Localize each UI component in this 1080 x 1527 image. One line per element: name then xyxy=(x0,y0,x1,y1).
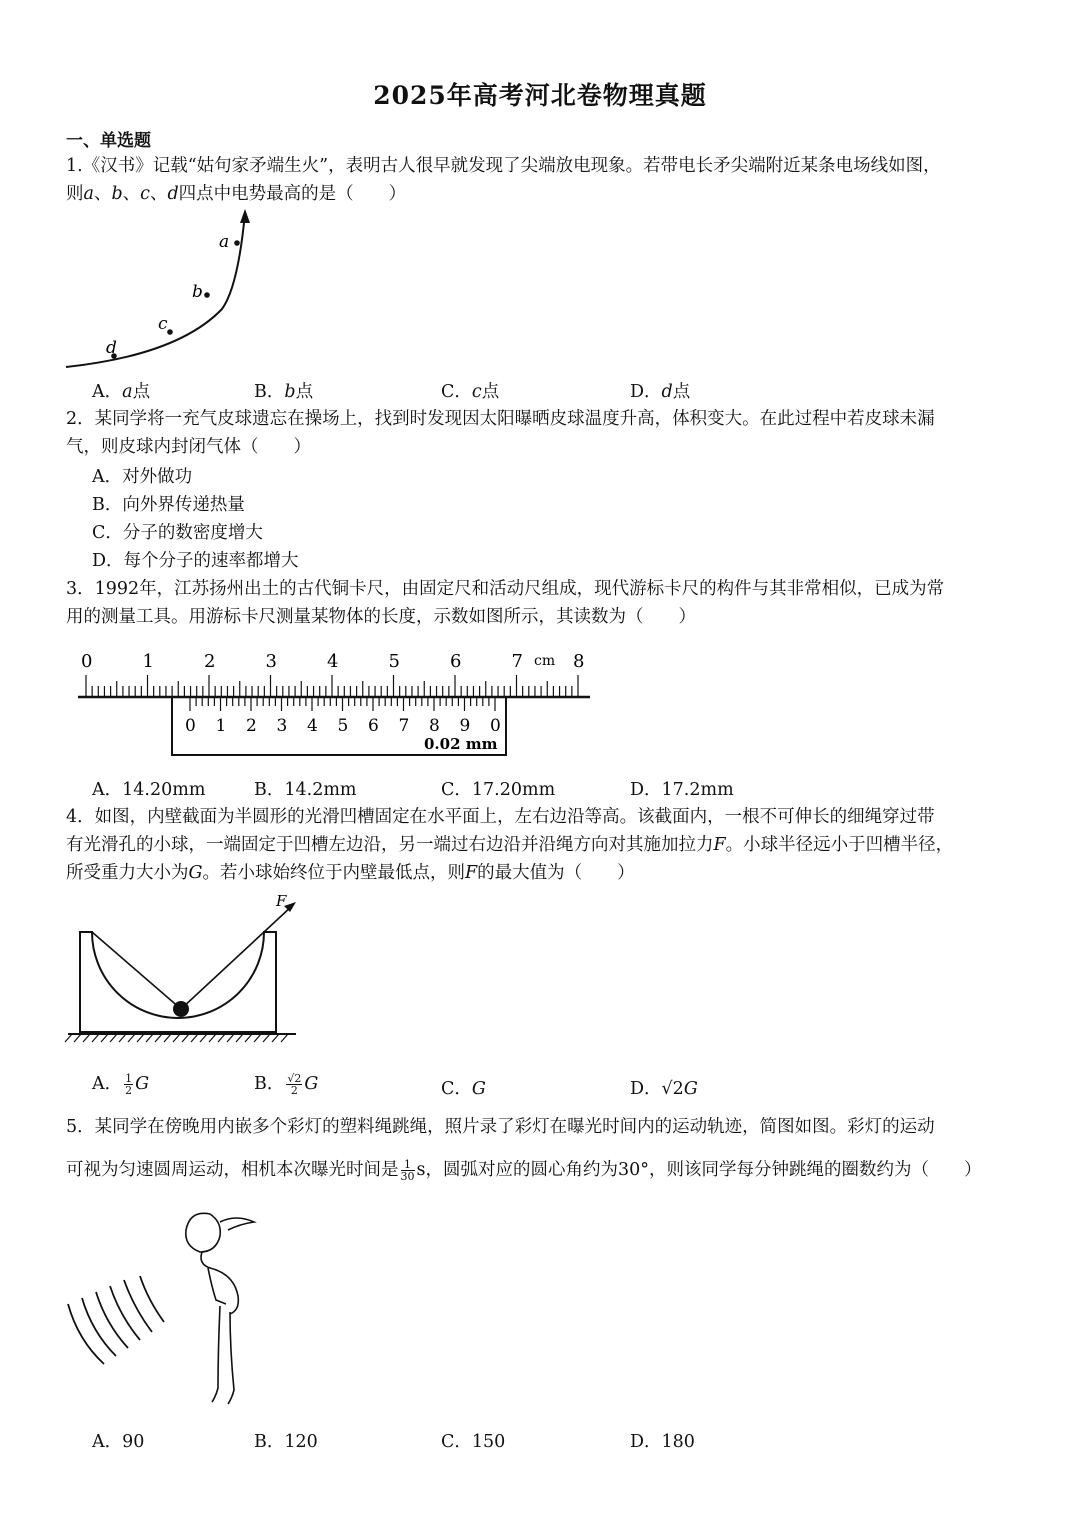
ball xyxy=(173,1001,189,1017)
label-a: a xyxy=(219,232,230,252)
q1-var-a: a xyxy=(83,184,94,204)
q2-line1: 2．某同学将一充气皮球遗忘在操场上，找到时发现因太阳曝晒皮球温度升高，体积变大。在此过程中若皮球未漏 xyxy=(66,409,935,429)
q1-line2-prefix: 则 xyxy=(66,184,84,204)
point-a-dot xyxy=(234,240,240,246)
fraction xyxy=(401,1159,415,1182)
option-letter: C． xyxy=(92,523,123,543)
option-text: 分子的数密度增大 xyxy=(122,523,263,543)
option-root: √2 xyxy=(661,1079,684,1099)
option-text: 120 xyxy=(284,1432,318,1452)
q5-line2 xyxy=(66,1156,982,1184)
ground-hatching xyxy=(65,1034,288,1042)
hatch-line xyxy=(182,1034,189,1042)
hatch-line xyxy=(119,1034,126,1042)
denominator: 2 xyxy=(290,1084,298,1097)
q5-line1: 5．某同学在傍晚用内嵌多个彩灯的塑料绳跳绳，照片录了彩灯在曝光时间内的运动轨迹，简图如图。彩灯的运动 xyxy=(66,1117,935,1137)
option-text: 点 xyxy=(672,382,691,402)
girl-leg-left xyxy=(212,1306,220,1402)
q1-line2-suffix: 四点中电势最高的是（ ） xyxy=(178,184,407,204)
hatch-line xyxy=(92,1034,99,1042)
q2-option-c[interactable] xyxy=(92,519,263,544)
hatch-line xyxy=(227,1034,234,1042)
hatch-line xyxy=(191,1034,198,1042)
option-text: 17.2mm xyxy=(661,780,734,800)
q5-option-c[interactable] xyxy=(441,1428,505,1453)
force-label: F xyxy=(276,892,287,910)
q3-option-a[interactable] xyxy=(92,776,205,801)
option-text: 对外做功 xyxy=(122,467,193,487)
q1-option-d[interactable] xyxy=(630,378,690,403)
q4-line3-c: 的最大值为（ ） xyxy=(477,863,635,883)
rope-left xyxy=(92,932,181,1009)
option-var: c xyxy=(471,382,482,402)
option-var: G xyxy=(135,1074,150,1094)
hatch-line xyxy=(245,1034,252,1042)
option-letter: C． xyxy=(441,1079,472,1099)
q4-option-d[interactable] xyxy=(630,1075,698,1100)
denominator: 2 xyxy=(125,1084,133,1097)
option-text: 14.2mm xyxy=(284,780,357,800)
q4-option-a[interactable] xyxy=(92,1070,149,1096)
fraction xyxy=(286,1073,302,1096)
option-letter: B． xyxy=(92,495,123,515)
q1-option-a[interactable] xyxy=(92,378,150,403)
numerator: √2 xyxy=(287,1072,302,1085)
hatch-line xyxy=(155,1034,162,1042)
q3-line1: 3．1992年，江苏扬州出土的古代铜卡尺，由固定尺和活动尺组成，现代游标卡尺的构件与其非常相似，已成为常 xyxy=(66,579,945,599)
q3-option-d[interactable] xyxy=(630,776,734,801)
option-text: 17.20mm xyxy=(471,780,556,800)
light-trails xyxy=(68,1276,164,1364)
vernier-number: 1 xyxy=(215,716,227,736)
vernier-scale-ticks xyxy=(190,697,495,711)
q3-option-b[interactable] xyxy=(254,776,357,801)
hatch-line xyxy=(236,1034,243,1042)
hatch-line xyxy=(164,1034,171,1042)
label-c: c xyxy=(158,314,168,334)
label-b: b xyxy=(192,282,203,302)
vernier-caliper-figure xyxy=(72,645,602,760)
groove-figure xyxy=(64,892,314,1052)
q4-line2-tail: 。小球半径远小于凹槽半径， xyxy=(725,835,954,855)
denominator: 30 xyxy=(400,1170,415,1183)
main-scale-number: 4 xyxy=(327,651,339,672)
field-line-arrow xyxy=(240,209,250,223)
q4-var-f2: F xyxy=(464,863,478,883)
option-text: 14.20mm xyxy=(122,780,206,800)
girl-torso xyxy=(201,1252,238,1314)
page-title: 2025年高考河北卷物理真题 xyxy=(373,81,707,110)
q1-var-d: d xyxy=(167,184,179,204)
q4-line3 xyxy=(66,859,635,887)
main-scale-unit: cm xyxy=(534,653,556,669)
hatch-line xyxy=(110,1034,117,1042)
q1-option-b[interactable] xyxy=(254,378,313,403)
main-scale-number: 0 xyxy=(81,651,93,672)
main-scale-number: 1 xyxy=(142,651,154,672)
vernier-number: 9 xyxy=(459,716,471,736)
q5-line2-unit: s，圆弧对应的圆心角约为30°，则该同学每分钟跳绳的圈数约为（ ） xyxy=(416,1160,982,1180)
option-var: G xyxy=(683,1079,698,1099)
option-letter: A． xyxy=(92,382,123,402)
option-text: 点 xyxy=(295,382,314,402)
q5-option-d[interactable] xyxy=(630,1428,695,1453)
hatch-line xyxy=(128,1034,135,1042)
option-var: G xyxy=(304,1074,319,1094)
girl-ponytail xyxy=(220,1218,254,1230)
vernier-precision-label: 0.02 mm xyxy=(424,735,498,753)
main-scale-numbers xyxy=(81,651,584,672)
option-letter: D． xyxy=(630,1432,662,1452)
main-scale-number: 5 xyxy=(388,651,400,672)
main-scale-number: 7 xyxy=(511,651,523,672)
option-letter: D． xyxy=(92,551,124,571)
q4-option-c[interactable] xyxy=(441,1075,486,1100)
q5-line2-a: 可视为匀速圆周运动，相机本次曝光时间是 xyxy=(66,1160,399,1180)
q1-line2 xyxy=(66,180,406,208)
option-var: b xyxy=(284,382,296,402)
hatch-line xyxy=(74,1034,81,1042)
q2-line2: 气，则皮球内封闭气体（ ） xyxy=(66,437,311,457)
vernier-number: 6 xyxy=(368,716,379,736)
vernier-scale-numbers xyxy=(185,716,501,736)
option-letter: A． xyxy=(92,467,123,487)
hatch-line xyxy=(281,1034,288,1042)
hatch-line xyxy=(272,1034,279,1042)
vernier-number: 0 xyxy=(490,716,501,736)
option-letter: C． xyxy=(441,1432,472,1452)
q1-sep-2: 、 xyxy=(122,184,141,204)
hatch-line xyxy=(83,1034,90,1042)
q1-sep-3: 、 xyxy=(149,184,168,204)
hatch-line xyxy=(137,1034,144,1042)
q1-var-c: c xyxy=(140,184,150,204)
q4-line2-text: 有光滑孔的小球，一端固定于凹槽左边沿，另一端过右边沿并沿绳方向对其施加拉力 xyxy=(66,835,714,855)
option-letter: D． xyxy=(630,1079,662,1099)
q2-option-d[interactable] xyxy=(92,547,299,572)
option-text: 点 xyxy=(481,382,500,402)
q4-line3-a: 所受重力大小为 xyxy=(66,863,189,883)
option-letter: A． xyxy=(92,1074,123,1094)
q4-var-f: F xyxy=(713,835,726,855)
point-b-dot xyxy=(204,292,210,298)
option-letter: B． xyxy=(254,780,285,800)
hatch-line xyxy=(200,1034,207,1042)
option-text: 每个分子的速率都增大 xyxy=(123,551,299,571)
q2-option-b[interactable] xyxy=(92,491,245,516)
vernier-number: 2 xyxy=(246,716,257,736)
main-scale-number: 3 xyxy=(265,651,277,672)
trail-3 xyxy=(96,1292,128,1348)
numerator: 1 xyxy=(401,1159,415,1171)
hatch-line xyxy=(65,1034,72,1042)
main-scale-number: 6 xyxy=(450,651,462,672)
option-var: a xyxy=(122,382,133,402)
hatch-line xyxy=(173,1034,180,1042)
numerator: 1 xyxy=(125,1072,133,1085)
hatch-line xyxy=(254,1034,261,1042)
girl-leg-right xyxy=(228,1312,234,1404)
q4-var-g: G xyxy=(188,863,203,883)
hatch-line xyxy=(209,1034,216,1042)
q4-line2 xyxy=(66,831,953,859)
option-text: 180 xyxy=(661,1432,695,1452)
q4-option-b[interactable] xyxy=(254,1070,318,1096)
trail-6 xyxy=(140,1276,164,1322)
option-letter: B． xyxy=(254,1074,285,1094)
main-scale-ticks xyxy=(86,675,578,697)
q1-option-c[interactable] xyxy=(441,378,499,403)
hatch-line xyxy=(146,1034,153,1042)
hatch-line xyxy=(263,1034,270,1042)
option-letter: A． xyxy=(92,780,123,800)
option-var: d xyxy=(661,382,673,402)
vernier-number: 5 xyxy=(337,716,349,736)
q1-line1: 1.《汉书》记载“姑句家矛端生火”，表明古人很早就发现了尖端放电现象。若带电长矛尖端附近某条电场线如图， xyxy=(66,156,941,176)
jump-rope-figure xyxy=(60,1200,280,1420)
q4-line1: 4．如图，内壁截面为半圆形的光滑凹槽固定在水平面上，左右边沿等高。该截面内，一根不可伸长的细绳穿过带 xyxy=(66,807,935,827)
q5-option-b[interactable] xyxy=(254,1428,318,1453)
q3-line2: 用的测量工具。用游标卡尺测量某物体的长度，示数如图所示，其读数为（ ） xyxy=(66,607,696,627)
section-heading: 一、单选题 xyxy=(66,131,151,151)
option-letter: D． xyxy=(630,382,662,402)
option-letter: C． xyxy=(441,382,472,402)
hatch-line xyxy=(218,1034,225,1042)
girl-figure xyxy=(186,1213,254,1404)
vernier-number: 3 xyxy=(276,716,288,736)
label-d: d xyxy=(106,338,117,358)
vernier-number: 8 xyxy=(429,716,440,736)
q4-line3-b: 。若小球始终位于内壁最低点，则 xyxy=(202,863,465,883)
q1-sep-1: 、 xyxy=(93,184,112,204)
q1-var-b: b xyxy=(111,184,123,204)
option-text: 向外界传递热量 xyxy=(122,495,245,515)
option-letter: B． xyxy=(254,382,285,402)
option-letter: B． xyxy=(254,1432,285,1452)
option-letter: C． xyxy=(441,780,472,800)
vernier-number: 7 xyxy=(398,716,410,736)
q2-option-a[interactable] xyxy=(92,463,192,488)
main-scale-number: 8 xyxy=(573,651,585,672)
main-scale-number: 2 xyxy=(204,651,216,672)
option-text: 点 xyxy=(132,382,151,402)
q5-option-a[interactable] xyxy=(92,1428,144,1453)
electric-field-line-figure xyxy=(60,205,260,375)
vernier-number: 4 xyxy=(307,716,318,736)
fraction xyxy=(124,1073,133,1096)
option-letter: D． xyxy=(630,780,662,800)
q3-option-c[interactable] xyxy=(441,776,555,801)
point-c-dot xyxy=(167,329,173,335)
girl-head xyxy=(186,1213,221,1252)
rope-right xyxy=(181,932,264,1009)
option-text: 90 xyxy=(122,1432,145,1452)
option-letter: A． xyxy=(92,1432,123,1452)
option-var: G xyxy=(471,1079,486,1099)
trail-2 xyxy=(82,1298,116,1356)
hatch-line xyxy=(101,1034,108,1042)
vernier-number: 0 xyxy=(185,716,196,736)
option-text: 150 xyxy=(471,1432,506,1452)
